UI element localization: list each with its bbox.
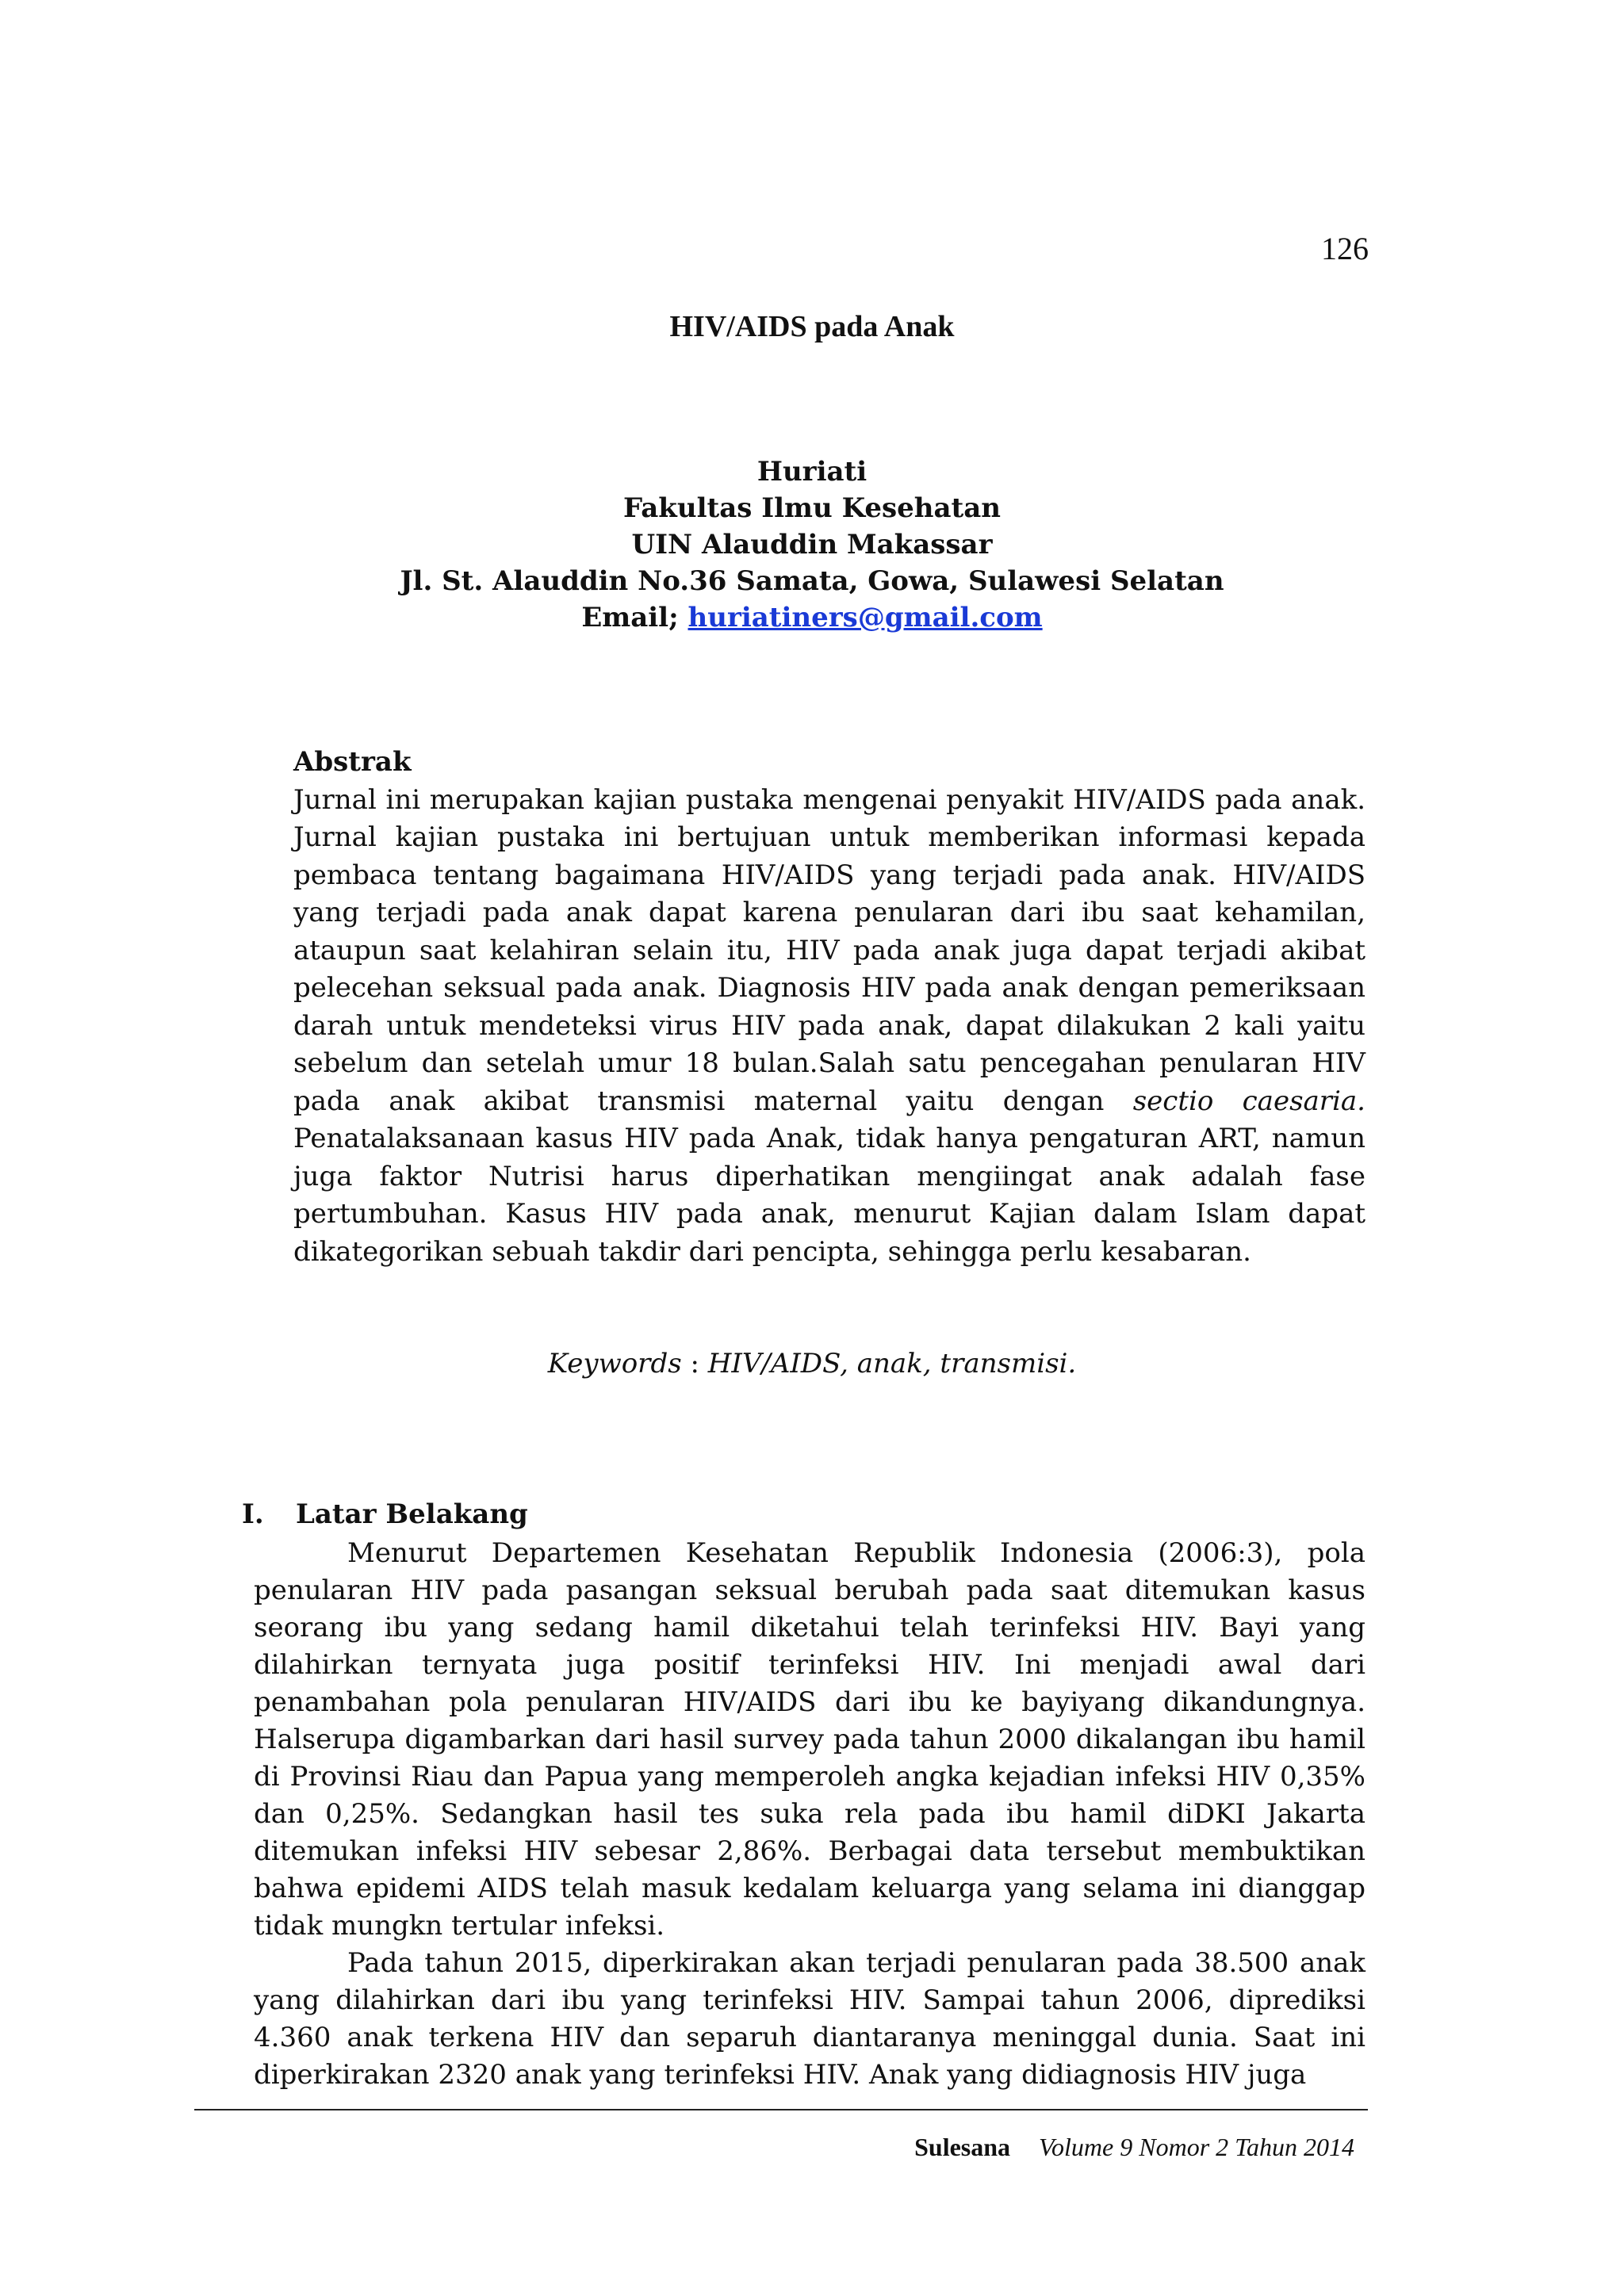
abstract-section bbox=[293, 744, 1365, 1271]
author-block bbox=[0, 453, 1624, 636]
footer-divider bbox=[194, 2109, 1368, 2110]
author-faculty: Fakultas Ilmu Kesehatan bbox=[623, 492, 1001, 524]
author-email-line bbox=[0, 599, 1624, 636]
abstract-text bbox=[293, 782, 1365, 1272]
email-link[interactable]: huriatiners@gmail.com bbox=[688, 602, 1043, 633]
author-university: UIN Alauddin Makassar bbox=[631, 529, 993, 561]
keywords-separator: : bbox=[681, 1348, 708, 1380]
abstract-text-part1: Jurnal ini merupakan kajian pustaka mengenai penyakit HIV/AIDS pada anak. Jurnal kajian pustaka ini bertujuan untuk memberikan informasi kepada pembaca tentang bagaimana HIV/AIDS yang terjadi pada anak. HIV/AIDS yang terjadi pada anak dapat karena penularan dari ibu saat kehamilan, ataupun saat kelahiran selain itu, HIV pada anak juga dapat terjadi akibat pelecehan seksual pada anak. Diagnosis HIV pada anak dengan pemeriksaan darah untuk mendeteksi virus HIV pada anak, dapat dilakukan 2 kali yaitu sebelum dan setelah umur 18 bulan.Salah satu pencegahan penularan HIV pada anak akibat transmisi maternal yaitu dengan bbox=[293, 783, 1365, 1117]
section-heading bbox=[242, 1498, 528, 1530]
keywords-label: Keywords bbox=[547, 1348, 682, 1380]
author-name: Huriati bbox=[756, 456, 868, 488]
footer-issue: Volume 9 Nomor 2 Tahun 2014 bbox=[1039, 2133, 1354, 2161]
abstract-text-italic: sectio caesaria. bbox=[1132, 1085, 1365, 1117]
body-paragraph: Menurut Departemen Kesehatan Republik Indonesia (2006:3), pola penularan HIV pada pasangan seksual berubah pada saat ditemukan kasus seorang ibu yang sedang hamil diketahui telah terinfeksi HIV. Bayi yang dilahirkan ternyata juga positif terinfeksi HIV. Ini menjadi awal dari penambahan pola penularan HIV/AIDS dari ibu ke bayiyang dikandungnya. Halserupa digambarkan dari hasil survey pada tahun 2000 dikalangan ibu hamil di Provinsi Riau dan Papua yang memperoleh angka kejadian infeksi HIV 0,35% dan 0,25%. Sedangkan hasil tes suka rela pada ibu hamil diDKI Jakarta ditemukan infeksi HIV sebesar 2,86%. Berbagai data tersebut membuktikan bahwa epidemi AIDS telah masuk kedalam keluarga yang selama ini dianggap tidak mungkn tertular infeksi. bbox=[254, 1537, 1365, 1942]
keywords-value: HIV/AIDS, anak, transmisi. bbox=[707, 1348, 1077, 1380]
section-body bbox=[254, 1535, 1365, 2094]
author-address: Jl. St. Alauddin No.36 Samata, Gowa, Sulawesi Selatan bbox=[400, 565, 1224, 597]
email-label: Email; bbox=[581, 602, 679, 633]
body-paragraph: Pada tahun 2015, diperkirakan akan terjadi penularan pada 38.500 anak yang dilahirkan dari ibu yang terinfeksi HIV. Sampai tahun 2006, diprediksi 4.360 anak terkena HIV dan separuh diantaranya meninggal dunia. Saat ini diperkirakan 2320 anak yang terinfeksi HIV. Anak yang didiagnosis HIV juga bbox=[254, 1947, 1365, 2091]
abstract-heading: Abstrak bbox=[293, 746, 412, 778]
section-title: Latar Belakang bbox=[296, 1498, 528, 1530]
keywords-line bbox=[0, 1348, 1624, 1380]
footer-journal: Sulesana bbox=[914, 2133, 1011, 2161]
section-number: I. bbox=[242, 1498, 264, 1530]
page-footer bbox=[914, 2133, 1354, 2162]
page-number: 126 bbox=[1321, 231, 1369, 266]
paper-title: HIV/AIDS pada Anak bbox=[669, 310, 955, 343]
abstract-text-part2: Penatalaksanaan kasus HIV pada Anak, tidak hanya pengaturan ART, namun juga faktor Nutrisi harus diperhatikan mengiingat anak adalah fase pertumbuhan. Kasus HIV pada anak, menurut Kajian dalam Islam dapat dikategorikan sebuah takdir dari pencipta, sehingga perlu kesabaran. bbox=[293, 1123, 1365, 1268]
